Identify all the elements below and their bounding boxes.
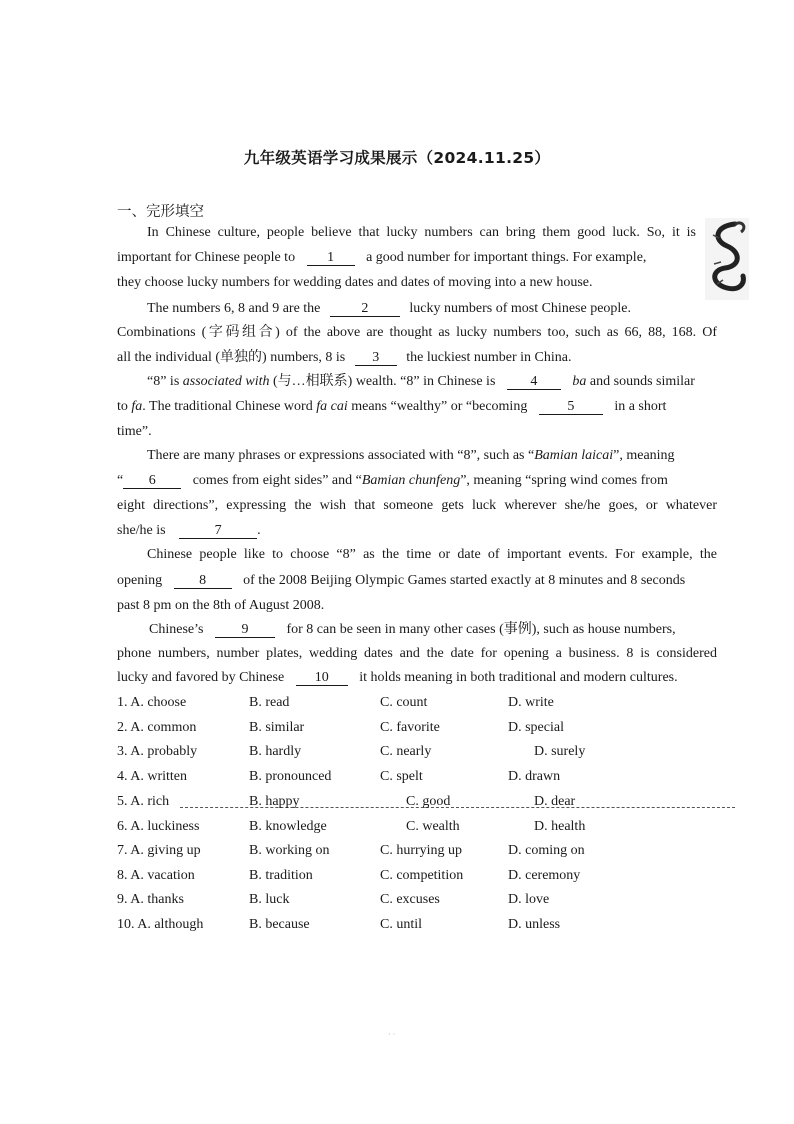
option-d[interactable]: D. health [534, 819, 586, 834]
option-c[interactable]: C. count [380, 695, 428, 710]
option-b[interactable]: B. read [249, 695, 290, 710]
option-a[interactable]: 3. A. probably [117, 744, 198, 759]
blank-number: 8 [199, 573, 207, 588]
blank-5[interactable] [539, 399, 603, 415]
blank-number: 9 [241, 622, 249, 637]
option-c[interactable]: C. competition [380, 868, 464, 883]
blank-number: 3 [372, 350, 380, 365]
passage-text: (与…相联系) wealth. “8” in Chinese is [273, 374, 496, 389]
blank-number: 2 [361, 301, 369, 316]
passage-text: lucky and favored by Chinese [117, 670, 285, 685]
passage-text: . The traditional Chinese word [142, 399, 313, 414]
passage-text: the luckiest number in China. [406, 350, 572, 365]
option-c[interactable]: C. good [406, 794, 451, 809]
option-a[interactable]: 8. A. vacation [117, 868, 195, 883]
option-d[interactable]: D. coming on [508, 843, 585, 858]
option-c[interactable]: C. until [380, 917, 423, 932]
passage-text: of the 2008 Beijing Olympic Games started exactly at 8 minutes and 8 seconds [243, 573, 686, 588]
option-b[interactable]: B. luck [249, 892, 290, 907]
option-b[interactable]: B. working on [249, 843, 330, 858]
passage-line [117, 522, 261, 540]
passage-line [117, 249, 646, 267]
option-b[interactable]: B. because [249, 917, 310, 932]
option-a[interactable]: 4. A. written [117, 769, 187, 784]
option-c[interactable]: C. hurrying up [380, 843, 463, 858]
passage-text: she/he is [117, 523, 166, 538]
passage-text: all the individual (单独的) numbers, 8 is [117, 350, 346, 365]
option-d[interactable]: D. drawn [508, 769, 561, 784]
option-b[interactable]: B. happy [249, 794, 300, 809]
blank-number: 4 [530, 374, 538, 389]
blank-number: 5 [567, 399, 575, 414]
passage-text: and sounds similar [589, 374, 695, 389]
passage-line [117, 497, 717, 515]
blank-3[interactable] [355, 350, 397, 366]
passage-line [117, 472, 668, 490]
passage-line [147, 546, 717, 564]
option-a[interactable]: 1. A. choose [117, 695, 187, 710]
passage-text: important for Chinese people to [117, 250, 296, 265]
option-d[interactable]: D. ceremony [508, 868, 581, 883]
passage-text: to [117, 399, 128, 414]
option-a[interactable]: 2. A. common [117, 720, 197, 735]
passage-line [117, 324, 717, 342]
passage-line [117, 423, 152, 441]
passage-term: associated with [182, 374, 270, 389]
blank-6[interactable] [123, 473, 181, 489]
option-c[interactable]: C. nearly [380, 744, 432, 759]
option-d[interactable]: D. love [508, 892, 550, 907]
passage-text: Chinese’s [149, 622, 204, 637]
passage-line [147, 373, 695, 391]
option-b[interactable]: B. similar [249, 720, 305, 735]
blank-number: 10 [314, 670, 329, 685]
blank-number: 7 [214, 523, 222, 538]
option-a[interactable]: 10. A. although [117, 917, 204, 932]
scan-mark: · · [388, 1030, 396, 1039]
passage-text: There are many phrases or expressions associated with “8”, such as “ [147, 448, 535, 463]
passage-line [117, 597, 324, 615]
passage-line [117, 398, 666, 416]
passage-term: Bamian chunfeng [361, 473, 461, 488]
blank-1[interactable] [307, 250, 355, 266]
passage-text: past 8 pm on the 8th of August 2008. [117, 598, 325, 613]
passage-text: time”. [117, 424, 152, 439]
passage-line [147, 300, 631, 318]
passage-text: Combinations (字码组合) of the above are thought as lucky numbers too, such as 66, 88, 168. Of [117, 325, 717, 340]
passage-line [147, 224, 696, 242]
option-b[interactable]: B. knowledge [249, 819, 327, 834]
option-a[interactable]: 9. A. thanks [117, 892, 184, 907]
passage-text: eight directions”, expressing the wish that someone gets luck wherever she/he goes, or whatever [117, 498, 717, 513]
blank-10[interactable] [296, 670, 348, 686]
passage-text: The numbers 6, 8 and 9 are the [147, 301, 321, 316]
passage-text: for 8 can be seen in many other cases (事例), such as house numbers, [286, 622, 676, 637]
passage-term: Bamian laicai [534, 448, 614, 463]
passage-text: ”, meaning [613, 448, 675, 463]
blank-8[interactable] [174, 573, 232, 589]
passage-text: they choose lucky numbers for wedding dates and dates of moving into a new house. [117, 275, 593, 290]
option-b[interactable]: B. hardly [249, 744, 302, 759]
passage-line [117, 274, 593, 292]
blank-number: 6 [148, 473, 156, 488]
option-b[interactable]: B. tradition [249, 868, 313, 883]
passage-text: phone numbers, number plates, wedding dates and the date for opening a business. 8 is considered [117, 646, 717, 661]
blank-2[interactable] [330, 301, 400, 317]
passage-text: “8” is [147, 374, 180, 389]
passage-text: in a short [614, 399, 667, 414]
option-b[interactable]: B. pronounced [249, 769, 332, 784]
passage-text: comes from eight sides” and “ [192, 473, 362, 488]
option-c[interactable]: C. wealth [406, 819, 460, 834]
blank-number: 1 [327, 250, 335, 265]
option-d[interactable]: D. dear [534, 794, 576, 809]
passage-text: Chinese people like to choose “8” as the time or date of important events. For example, the [147, 547, 717, 562]
passage-line [147, 447, 675, 465]
option-d[interactable]: D. surely [534, 744, 586, 759]
passage-line [117, 572, 685, 590]
blank-9[interactable] [215, 622, 275, 638]
passage-line [117, 349, 572, 367]
option-c[interactable]: C. spelt [380, 769, 423, 784]
passage-text: lucky numbers of most Chinese people. [409, 301, 632, 316]
option-a[interactable]: 5. A. rich [117, 794, 170, 809]
option-c[interactable]: C. favorite [380, 720, 440, 735]
passage-text: means “wealthy” or “becoming [351, 399, 528, 414]
blank-7[interactable] [179, 523, 257, 539]
passage-text: In Chinese culture, people believe that lucky numbers can bring them good luck. So, it is [147, 225, 696, 240]
passage-term: fa [131, 399, 143, 414]
option-d[interactable]: D. unless [508, 917, 561, 932]
passage-line [117, 669, 678, 687]
passage-text: it holds meaning in both traditional and modern cultures. [359, 670, 678, 685]
passage-text: opening [117, 573, 163, 588]
option-d[interactable]: D. write [508, 695, 554, 710]
passage-term: ba [572, 374, 587, 389]
passage-text: “ [117, 473, 124, 488]
option-c[interactable]: C. excuses [380, 892, 440, 907]
blank-4[interactable] [507, 374, 561, 390]
passage-line [117, 645, 717, 663]
passage-line [149, 621, 676, 639]
section-heading: 一、完形填空 [117, 204, 204, 220]
passage-term: fa cai [316, 399, 348, 414]
passage-text: . [257, 523, 261, 538]
passage-text: a good number for important things. For example, [366, 250, 647, 265]
page-title: 九年级英语学习成果展示（2024.11.25） [243, 149, 551, 167]
option-d[interactable]: D. special [508, 720, 564, 735]
option-a[interactable]: 6. A. luckiness [117, 819, 200, 834]
dragon-illustration [705, 218, 749, 300]
passage-text: ”, meaning “spring wind comes from [460, 473, 668, 488]
option-a[interactable]: 7. A. giving up [117, 843, 201, 858]
